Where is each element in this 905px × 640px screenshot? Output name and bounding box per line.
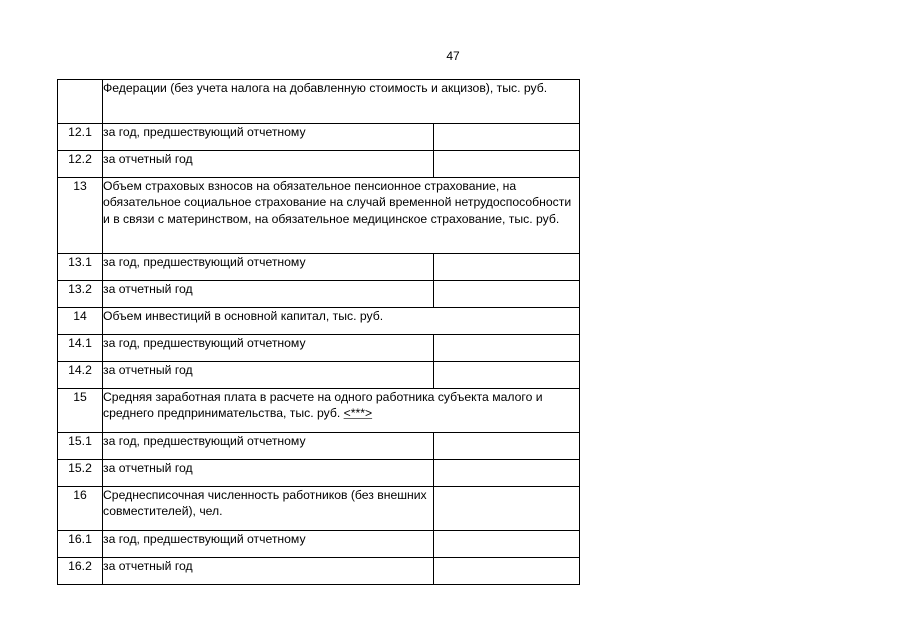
table-row bbox=[58, 308, 580, 335]
row-label: за отчетный год bbox=[103, 281, 434, 308]
table-row bbox=[58, 487, 580, 531]
value-cell[interactable] bbox=[434, 558, 580, 585]
row-number: 14 bbox=[58, 308, 103, 335]
table-row bbox=[58, 460, 580, 487]
row-label-text: Средняя заработная плата в расчете на одного работника субъекта малого и среднего предпринимательства, тыс. руб. bbox=[103, 390, 543, 421]
row-number: 16.2 bbox=[58, 558, 103, 585]
row-number: 12.1 bbox=[58, 124, 103, 151]
row-label: за год, предшествующий отчетному bbox=[103, 335, 434, 362]
value-cell[interactable] bbox=[434, 362, 580, 389]
table-row bbox=[58, 281, 580, 308]
row-label: за отчетный год bbox=[103, 558, 434, 585]
row-label: Объем страховых взносов на обязательное пенсионное страхование, на обязательное социальное страхование на случай временной нетрудоспособности и в связи с материнством, на обязательное медицинское страхование, тыс. руб. bbox=[103, 178, 580, 254]
table-row bbox=[58, 433, 580, 460]
row-number bbox=[58, 80, 103, 124]
table-row bbox=[58, 362, 580, 389]
table-row bbox=[58, 531, 580, 558]
footnote-reference-link[interactable]: <***> bbox=[343, 406, 373, 421]
row-label: за отчетный год bbox=[103, 362, 434, 389]
table-row bbox=[58, 80, 580, 124]
table-row bbox=[58, 558, 580, 585]
row-label: Объем инвестиций в основной капитал, тыс. руб. bbox=[103, 308, 580, 335]
value-cell[interactable] bbox=[434, 281, 580, 308]
row-label: за отчетный год bbox=[103, 151, 434, 178]
table-row bbox=[58, 124, 580, 151]
table-row bbox=[58, 254, 580, 281]
table-row bbox=[58, 151, 580, 178]
row-number: 15.2 bbox=[58, 460, 103, 487]
value-cell[interactable] bbox=[434, 487, 580, 531]
page-number: 47 bbox=[446, 49, 460, 63]
row-label: Среднесписочная численность работников (без внешних совместителей), чел. bbox=[103, 487, 434, 531]
row-label: за год, предшествующий отчетному bbox=[103, 124, 434, 151]
value-cell[interactable] bbox=[434, 124, 580, 151]
row-number: 13.1 bbox=[58, 254, 103, 281]
row-number: 14.2 bbox=[58, 362, 103, 389]
row-number: 15 bbox=[58, 389, 103, 433]
row-label: за отчетный год bbox=[103, 460, 434, 487]
value-cell[interactable] bbox=[434, 151, 580, 178]
table-row bbox=[58, 178, 580, 254]
row-label: за год, предшествующий отчетному bbox=[103, 433, 434, 460]
value-cell[interactable] bbox=[434, 335, 580, 362]
row-number: 16 bbox=[58, 487, 103, 531]
row-label bbox=[103, 389, 580, 433]
row-label: за год, предшествующий отчетному bbox=[103, 531, 434, 558]
row-number: 12.2 bbox=[58, 151, 103, 178]
row-number: 15.1 bbox=[58, 433, 103, 460]
table-row bbox=[58, 335, 580, 362]
value-cell[interactable] bbox=[434, 531, 580, 558]
row-number: 13 bbox=[58, 178, 103, 254]
value-cell[interactable] bbox=[434, 460, 580, 487]
row-number: 14.1 bbox=[58, 335, 103, 362]
row-label: за год, предшествующий отчетному bbox=[103, 254, 434, 281]
value-cell[interactable] bbox=[434, 433, 580, 460]
table-row bbox=[58, 389, 580, 433]
indicators-table bbox=[57, 79, 580, 585]
row-label: Федерации (без учета налога на добавленную стоимость и акцизов), тыс. руб. bbox=[103, 80, 580, 124]
row-number: 13.2 bbox=[58, 281, 103, 308]
row-number: 16.1 bbox=[58, 531, 103, 558]
value-cell[interactable] bbox=[434, 254, 580, 281]
